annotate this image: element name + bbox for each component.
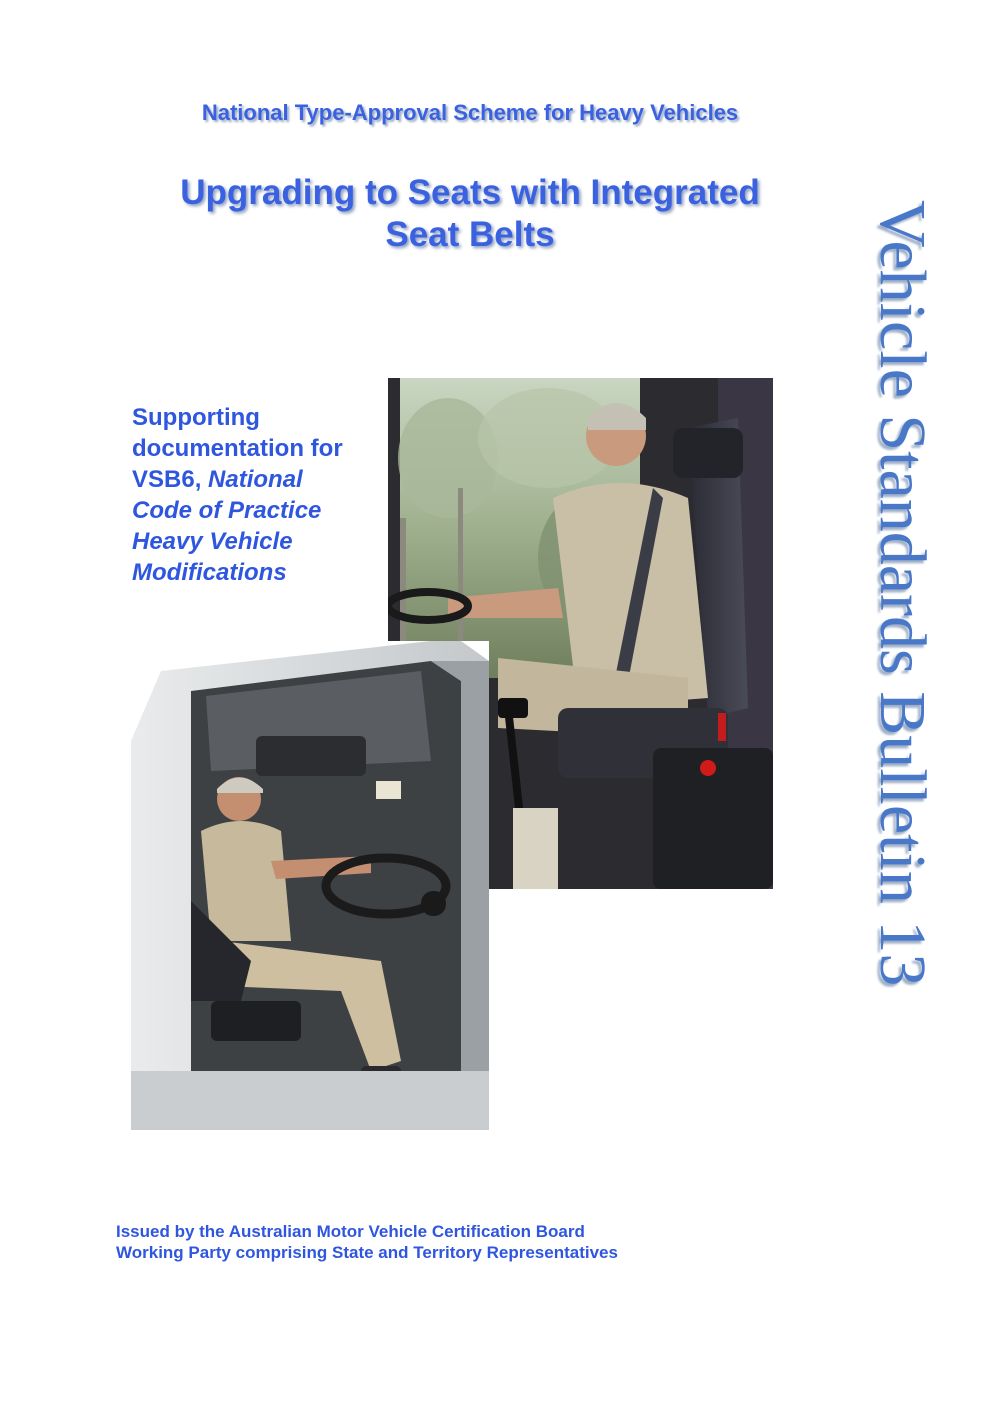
main-title: [60, 172, 880, 256]
supporting-documentation: [132, 402, 392, 588]
cab-door-photo: [131, 641, 489, 1130]
supporting-line-4: Code of Practice: [132, 497, 322, 524]
supporting-line-1: Supporting: [132, 404, 260, 431]
issued-by-footer: [116, 1221, 816, 1263]
scheme-title: National Type-Approval Scheme for Heavy Vehicles: [201, 100, 739, 125]
supporting-line-6: Modifications: [132, 559, 287, 586]
supporting-line-5: Heavy Vehicle: [132, 528, 293, 555]
supporting-line-3-italic: National: [208, 466, 303, 493]
main-title-line-1: Upgrading to Seats with Integrated: [180, 173, 760, 212]
main-title-line-2: Seat Belts: [385, 215, 555, 254]
footer-line-1: Issued by the Australian Motor Vehicle Certification Board: [116, 1222, 585, 1241]
vertical-bulletin-title: Vehicle Standards Bulletin 13: [866, 200, 939, 987]
supporting-line-3: [132, 464, 392, 495]
footer-line-2: Working Party comprising State and Territory Representatives: [116, 1243, 618, 1262]
supporting-line-2: documentation for: [132, 435, 343, 462]
supporting-line-3-prefix: VSB6,: [132, 466, 209, 493]
